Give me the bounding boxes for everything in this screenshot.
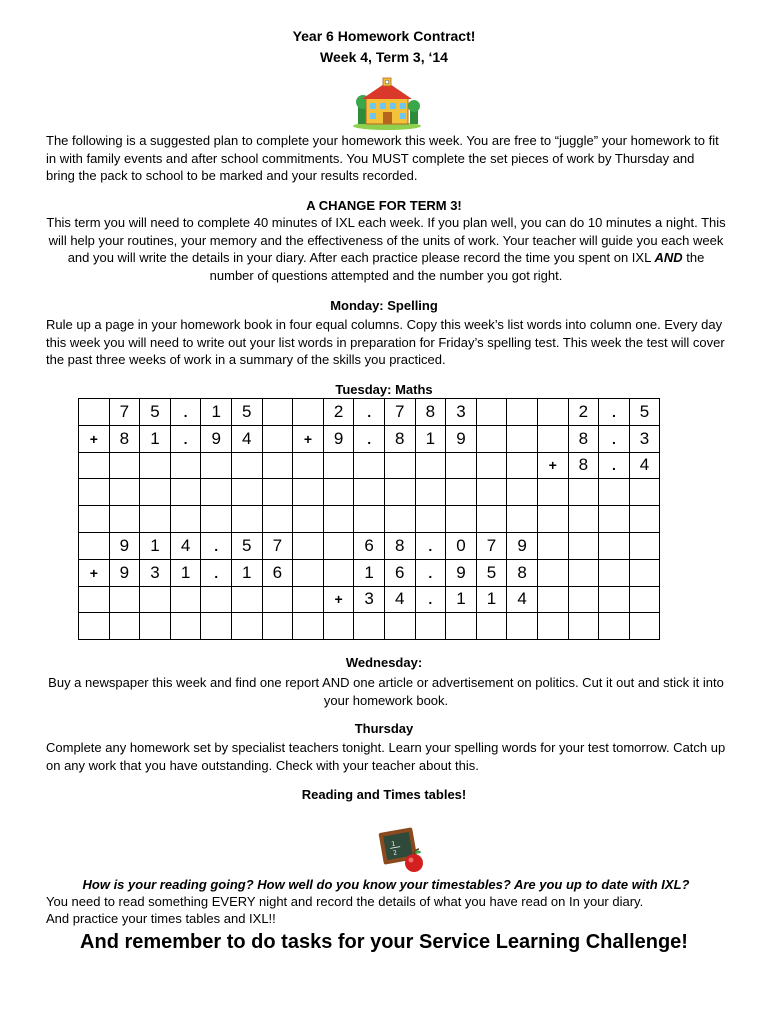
grid-cell [537, 425, 568, 452]
grid-cell [293, 479, 324, 506]
grid-cell: . [201, 532, 232, 559]
grid-cell [507, 425, 538, 452]
title-line-2: Week 4, Term 3, ‘14 [320, 49, 448, 65]
grid-cell [262, 586, 293, 613]
grid-cell [629, 586, 660, 613]
svg-text:1: 1 [391, 840, 397, 849]
grid-cell: . [415, 559, 446, 586]
grid-cell: + [323, 586, 354, 613]
grid-cell: 8 [568, 425, 599, 452]
grid-cell [201, 613, 232, 640]
grid-cell [231, 452, 262, 479]
grid-cell [507, 452, 538, 479]
maths-grid [78, 398, 660, 640]
grid-cell: 3 [354, 586, 385, 613]
grid-cell [354, 452, 385, 479]
grid-cell [262, 613, 293, 640]
grid-cell: . [599, 452, 630, 479]
grid-cell: 7 [476, 532, 507, 559]
grid-cell [140, 506, 171, 533]
grid-cell: 5 [231, 399, 262, 426]
grid-cell [446, 479, 477, 506]
term-change-text-2: the number of questions attempted and the number you got right. [209, 250, 705, 283]
grid-cell [568, 586, 599, 613]
grid-cell: 1 [140, 425, 171, 452]
grid-cell [109, 613, 140, 640]
grid-cell [323, 506, 354, 533]
grid-cell [109, 506, 140, 533]
grid-cell [79, 479, 110, 506]
grid-cell [293, 586, 324, 613]
title-line-1: Year 6 Homework Contract! [292, 28, 476, 44]
grid-row [79, 586, 660, 613]
grid-cell: 7 [262, 532, 293, 559]
grid-cell [384, 479, 415, 506]
grid-cell [415, 506, 446, 533]
grid-cell: 8 [568, 452, 599, 479]
grid-cell [415, 452, 446, 479]
grid-cell [201, 479, 232, 506]
grid-cell [476, 479, 507, 506]
grid-cell: 6 [262, 559, 293, 586]
grid-cell [629, 506, 660, 533]
grid-cell [140, 452, 171, 479]
grid-cell [384, 613, 415, 640]
thursday-paragraph: Complete any homework set by specialist teachers tonight. Learn your spelling words for your test tomorrow. Catch up on any work that you have outstanding. Check with your teacher about this. [46, 740, 726, 773]
grid-cell [201, 586, 232, 613]
grid-cell [599, 586, 630, 613]
grid-cell [599, 559, 630, 586]
grid-cell [79, 586, 110, 613]
grid-cell [568, 479, 599, 506]
grid-cell: 4 [231, 425, 262, 452]
grid-cell [384, 506, 415, 533]
grid-row [79, 399, 660, 426]
grid-cell: 9 [323, 425, 354, 452]
grid-cell: 5 [629, 399, 660, 426]
grid-cell [262, 452, 293, 479]
grid-cell [537, 532, 568, 559]
grid-cell [507, 613, 538, 640]
grid-cell [415, 479, 446, 506]
grid-cell: 3 [446, 399, 477, 426]
grid-cell [293, 506, 324, 533]
grid-cell [476, 425, 507, 452]
grid-cell [140, 479, 171, 506]
grid-cell: 2 [323, 399, 354, 426]
grid-cell [568, 559, 599, 586]
grid-cell: . [415, 532, 446, 559]
grid-row [79, 532, 660, 559]
grid-cell [323, 479, 354, 506]
grid-cell: . [354, 425, 385, 452]
term-change-heading: A CHANGE FOR TERM 3! [306, 198, 462, 213]
grid-cell: 8 [109, 425, 140, 452]
grid-cell [629, 479, 660, 506]
term-change-text-1: This term you will need to complete 40 minutes of IXL each week. If you plan well, you can do 10 minutes a night. This will help your routines, your memory and the effectiveness of the units of work. Your teacher will guide you each week and you will write the details in your diary. After each practice please record the time you spent on IXL [46, 215, 726, 265]
grid-cell [231, 586, 262, 613]
grid-cell: 1 [170, 559, 201, 586]
grid-cell [170, 452, 201, 479]
grid-cell: . [599, 399, 630, 426]
grid-cell [568, 506, 599, 533]
grid-cell [415, 613, 446, 640]
grid-cell: 1 [476, 586, 507, 613]
grid-cell: 9 [201, 425, 232, 452]
grid-cell [568, 613, 599, 640]
grid-cell: 0 [446, 532, 477, 559]
grid-cell: 3 [140, 559, 171, 586]
grid-cell: . [599, 425, 630, 452]
grid-cell: + [79, 425, 110, 452]
grid-cell [323, 532, 354, 559]
tuesday-heading: Tuesday: Maths [335, 382, 433, 397]
grid-row [79, 452, 660, 479]
grid-cell [599, 506, 630, 533]
grid-cell [476, 506, 507, 533]
grid-cell: 6 [384, 559, 415, 586]
grid-cell: 5 [231, 532, 262, 559]
grid-cell: 4 [170, 532, 201, 559]
grid-cell [507, 479, 538, 506]
grid-cell [629, 613, 660, 640]
grid-cell [201, 506, 232, 533]
grid-cell [170, 479, 201, 506]
grid-cell: + [79, 559, 110, 586]
grid-cell: . [354, 399, 385, 426]
grid-cell [446, 506, 477, 533]
grid-cell: 8 [384, 425, 415, 452]
grid-cell: 8 [415, 399, 446, 426]
grid-cell: 1 [354, 559, 385, 586]
grid-cell [79, 613, 110, 640]
grid-cell: . [170, 399, 201, 426]
grid-cell: 2 [568, 399, 599, 426]
grid-cell [568, 532, 599, 559]
grid-cell: . [170, 425, 201, 452]
grid-cell [537, 479, 568, 506]
grid-cell: + [537, 452, 568, 479]
grid-cell [323, 452, 354, 479]
grid-cell: 9 [109, 559, 140, 586]
grid-cell [293, 532, 324, 559]
grid-cell [476, 452, 507, 479]
grid-cell [293, 559, 324, 586]
grid-cell [109, 586, 140, 613]
svg-text:2: 2 [392, 849, 398, 857]
grid-cell [599, 613, 630, 640]
grid-cell: 4 [507, 586, 538, 613]
grid-cell: . [201, 559, 232, 586]
grid-cell [170, 506, 201, 533]
grid-cell: 1 [446, 586, 477, 613]
reading-question: How is your reading going? How well do you know your timestables? Are you up to date with IXL? [82, 877, 690, 892]
service-learning-reminder: And remember to do tasks for your Service Learning Challenge! [80, 931, 688, 953]
grid-cell [354, 506, 385, 533]
grid-cell: 9 [446, 425, 477, 452]
grid-cell: 3 [629, 425, 660, 452]
grid-cell: 1 [415, 425, 446, 452]
grid-cell [354, 479, 385, 506]
grid-cell [140, 613, 171, 640]
grid-cell [170, 586, 201, 613]
grid-row [79, 559, 660, 586]
grid-cell [384, 452, 415, 479]
grid-cell: 4 [629, 452, 660, 479]
grid-cell [537, 399, 568, 426]
wednesday-paragraph: Buy a newspaper this week and find one report AND one article or advertisement on politics. Cut it out and stick it into your homework book. [48, 675, 724, 708]
grid-cell [231, 479, 262, 506]
grid-cell [323, 559, 354, 586]
grid-cell [170, 613, 201, 640]
grid-row [79, 425, 660, 452]
grid-cell [507, 506, 538, 533]
grid-cell [231, 613, 262, 640]
monday-paragraph: Rule up a page in your homework book in four equal columns. Copy this week’s list words into column one. Every day this week you will need to write out your list words in preparation for Friday’s spelling test. This week the test will cover the past three weeks of work in a summary of the skills you practiced. [46, 317, 725, 367]
grid-cell: 9 [446, 559, 477, 586]
grid-cell [79, 506, 110, 533]
grid-cell [293, 452, 324, 479]
grid-cell [629, 532, 660, 559]
grid-cell: 7 [109, 399, 140, 426]
grid-cell: 5 [140, 399, 171, 426]
grid-cell [476, 399, 507, 426]
grid-cell [262, 479, 293, 506]
grid-cell [231, 506, 262, 533]
grid-cell [599, 479, 630, 506]
grid-cell: 6 [354, 532, 385, 559]
grid-cell [79, 399, 110, 426]
grid-row [79, 506, 660, 533]
grid-cell: . [415, 586, 446, 613]
grid-cell [262, 399, 293, 426]
grid-cell: 1 [231, 559, 262, 586]
grid-cell [507, 399, 538, 426]
grid-cell: 9 [109, 532, 140, 559]
school-building-icon [350, 76, 424, 130]
grid-cell [537, 613, 568, 640]
grid-cell [109, 479, 140, 506]
grid-cell [446, 613, 477, 640]
grid-cell: 1 [140, 532, 171, 559]
term-change-paragraph [46, 214, 726, 284]
grid-cell: 5 [476, 559, 507, 586]
term-change-and: AND [654, 250, 683, 265]
grid-cell [599, 532, 630, 559]
grid-row [79, 479, 660, 506]
chalkboard-apple-icon [378, 827, 426, 873]
grid-cell [354, 613, 385, 640]
grid-cell: + [293, 425, 324, 452]
grid-cell [293, 613, 324, 640]
grid-cell [293, 399, 324, 426]
wednesday-heading: Wednesday: [345, 655, 423, 670]
reading-text-line-1: You need to read something EVERY night and record the details of what you have read on In your diary. [46, 894, 644, 909]
intro-paragraph: The following is a suggested plan to complete your homework this week. You are free to “juggle” your homework to fit in with family events and after school commitments. You MUST complete the set pieces of work by Thursday and bring the pack to school to be marked and your results recorded. [46, 133, 719, 183]
grid-cell [537, 559, 568, 586]
grid-cell [629, 559, 660, 586]
grid-cell [537, 506, 568, 533]
grid-cell: 7 [384, 399, 415, 426]
grid-cell: 4 [384, 586, 415, 613]
grid-row [79, 613, 660, 640]
grid-cell [140, 586, 171, 613]
grid-cell [446, 452, 477, 479]
grid-cell [323, 613, 354, 640]
thursday-heading: Thursday [354, 721, 414, 736]
grid-cell [201, 452, 232, 479]
grid-cell: 9 [507, 532, 538, 559]
reading-heading: Reading and Times tables! [301, 787, 467, 802]
grid-cell [79, 452, 110, 479]
grid-cell [109, 452, 140, 479]
grid-cell: 8 [507, 559, 538, 586]
grid-cell [262, 506, 293, 533]
grid-cell [537, 586, 568, 613]
grid-cell [476, 613, 507, 640]
monday-heading: Monday: Spelling [330, 298, 438, 313]
reading-text-line-2: And practice your times tables and IXL!! [46, 911, 276, 926]
grid-cell: 8 [384, 532, 415, 559]
grid-cell: 1 [201, 399, 232, 426]
grid-cell [262, 425, 293, 452]
grid-cell [79, 532, 110, 559]
